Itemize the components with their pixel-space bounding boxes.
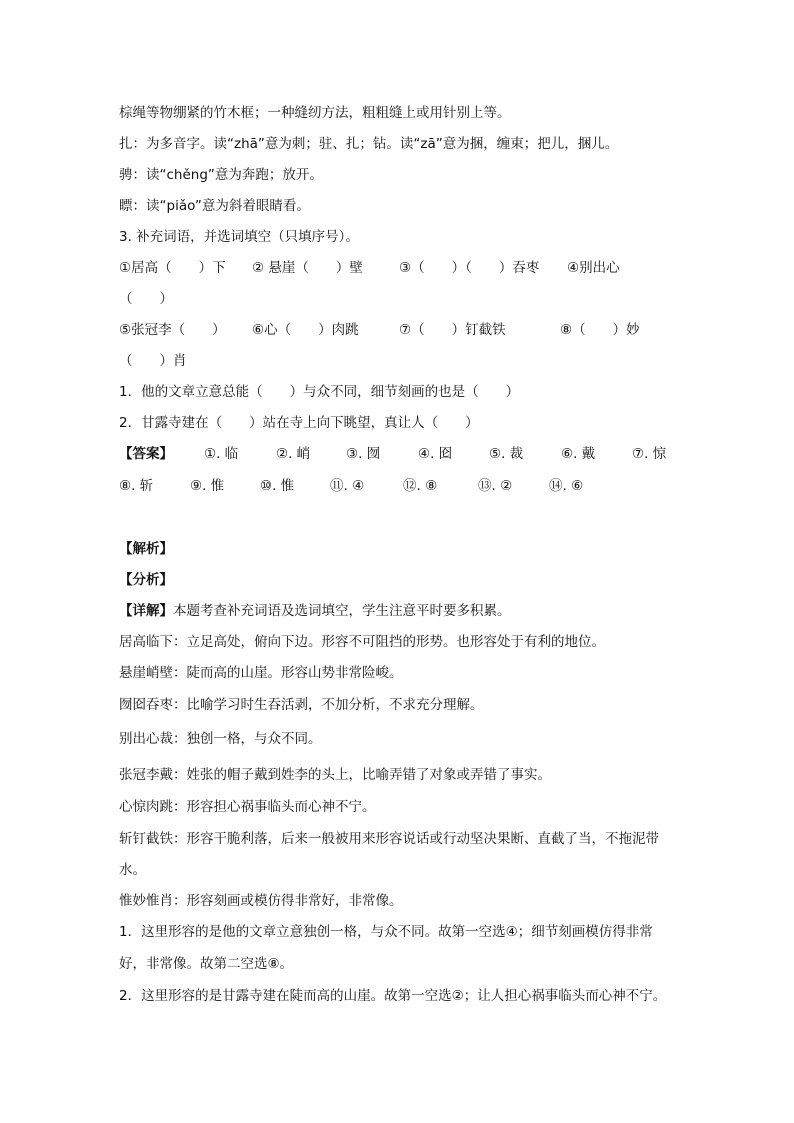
answer-item: ⑪. ④ (330, 478, 365, 494)
analysis-entry: 2．这里形容的是甘露寺建在陡而高的山崖。故第一空选②；让人担心祸事临头而心神不宁。 (119, 988, 667, 1004)
answer-item: ②. 峭 (276, 446, 311, 462)
intro-line: 扎：为多音字。读“zhā”意为刺；驻、扎；钻。读“zā”意为捆，缠束；把儿，捆儿。 (119, 136, 619, 152)
answer-item: ⑧. 斩 (119, 478, 154, 494)
detail-line (119, 602, 511, 620)
analysis-label: 【解析】 (119, 541, 173, 557)
question-item: ①居高（ ）下 (119, 260, 226, 276)
question-item: ④别出心 (567, 260, 620, 276)
answer-item: ⑤. 裁 (489, 446, 524, 462)
analysis-entry: 心惊肉跳：形容担心祸事临头而心神不宁。 (119, 799, 376, 815)
question-item: ② 悬崖（ ）壁 (252, 260, 363, 276)
question-item-wrap: （ ）肖 (119, 353, 187, 369)
analysis-entry: 居高临下：立足高处，俯向下边。形容不可阻挡的形势。也形容处于有利的地位。 (119, 634, 605, 650)
answer-item: ④. 囵 (418, 446, 453, 462)
analysis-entry: 好，非常像。故第二空选⑧。 (119, 956, 294, 972)
intro-line: 瞟：读“piǎo”意为斜着眼睛看。 (119, 198, 310, 214)
answer-item: ⑦. 惊 (632, 446, 667, 462)
analysis-entry: 张冠李戴：姓张的帽子戴到姓李的头上，比喻弄错了对象或弄错了事实。 (119, 767, 551, 783)
question-item-wrap: （ ） (119, 291, 173, 307)
analysis-entry: 1．这里形容的是他的文章立意独创一格，与众不同。故第一空选④；细节刻画模仿得非常 (119, 924, 653, 940)
answer-item: ①. 临 (204, 446, 239, 462)
question-item: ⑤张冠李（ ） (119, 322, 226, 338)
sentence-1: 1．他的文章立意总能（ ）与众不同，细节刻画的也是（ ） (119, 384, 520, 400)
sentence-2: 2．甘露寺建在（ ）站在寺上向下眺望，真让人（ ） (119, 415, 479, 431)
analysis-entry: 斩钉截铁：形容干脆利落，后来一般被用来形容说话或行动坚决果断、直截了当，不拖泥带 (119, 831, 659, 847)
answer-label: 【答案】 (119, 446, 173, 462)
answer-item: ⑥. 戴 (561, 446, 596, 462)
analysis-entry: 水。 (119, 862, 146, 878)
analysis-sub-label: 【分析】 (119, 572, 173, 588)
answer-item: ⑩. 惟 (260, 478, 295, 494)
answer-item: ⑬. ② (478, 478, 513, 494)
intro-line: 棕绳等物绷紧的竹木框；一种缝纫方法，粗粗缝上或用针别上等。 (119, 105, 511, 121)
answer-item: ⑭. ⑥ (549, 478, 584, 494)
analysis-entry: 囫囵吞枣：比喻学习时生吞活剥，不加分析，不求充分理解。 (119, 697, 484, 713)
analysis-entry: 别出心裁：独创一格，与众不同。 (119, 731, 322, 747)
analysis-entry: 惟妙惟肖：形容刻画或模仿得非常好，非常像。 (119, 893, 403, 909)
answer-item: ⑨. 惟 (190, 478, 225, 494)
question-item: ⑥心（ ）肉跳 (252, 322, 359, 338)
answer-item: ③. 囫 (346, 446, 381, 462)
question-item: ③（ ）（ ）吞枣 (399, 260, 540, 276)
question-item: ⑧（ ）妙 (560, 322, 640, 338)
intro-line: 骋：读“chěng”意为奔跑；放开。 (119, 167, 323, 183)
analysis-entry: 悬崖峭壁：陡而高的山崖。形容山势非常险峻。 (119, 665, 403, 681)
detail-label: 【详解】 (119, 603, 173, 619)
question-title: 3. 补充词语，并选词填空（只填序号）。 (119, 229, 359, 245)
detail-text: 本题考查补充词语及选词填空，学生注意平时要多积累。 (173, 603, 511, 619)
answer-item: ⑫. ⑧ (403, 478, 438, 494)
question-item: ⑦（ ）钉截铁 (399, 322, 506, 338)
